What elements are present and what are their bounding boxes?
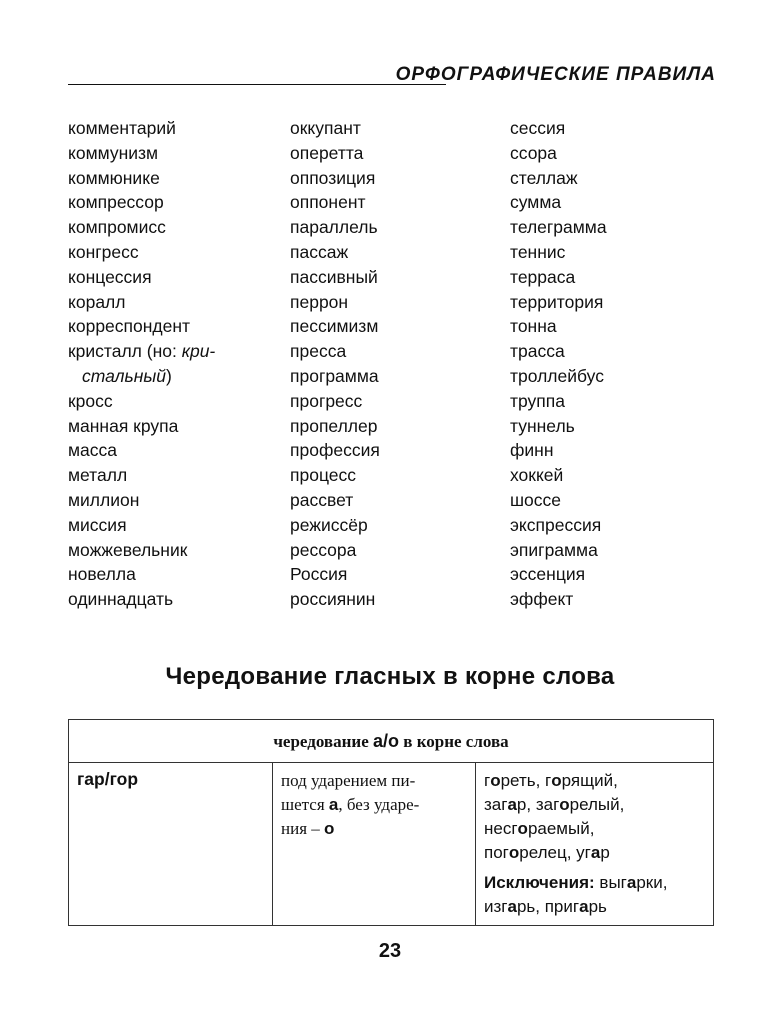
word-text: кристалл (но: [68, 341, 182, 362]
example-letter: а [507, 897, 517, 916]
example-text: рь [588, 897, 607, 916]
rule-table-header [69, 720, 714, 763]
word-item: шоссе [510, 489, 562, 510]
rule-table-row [69, 763, 714, 926]
word-item: компрессор [68, 192, 164, 213]
example-text: г [484, 771, 491, 790]
example-text: реть, г [500, 771, 552, 790]
word-item: труппа [510, 390, 565, 411]
word-item: миллион [68, 489, 140, 510]
section-title: Чередование гласных в корне слова [165, 663, 615, 690]
word-item: пассаж [290, 241, 349, 262]
example-line [484, 817, 705, 841]
word-item: россиянин [290, 589, 376, 610]
example-text: заг [484, 795, 508, 814]
rule-table-header-row [69, 720, 714, 763]
word-item: хоккей [510, 465, 564, 486]
header-letters: а/о [373, 730, 400, 751]
word-item: эффект [510, 589, 574, 610]
word-item: параллель [290, 217, 378, 238]
word-item: оппозиция [290, 167, 376, 188]
word-item: Россия [290, 564, 348, 585]
example-letter: а [590, 843, 601, 862]
word-item: терраса [510, 266, 576, 287]
word-item: эссенция [510, 564, 586, 585]
word-item: коммюнике [68, 167, 160, 188]
word-column-3 [510, 116, 607, 612]
word-item: тонна [510, 316, 557, 337]
word-item: конгресс [68, 241, 139, 262]
example-letter: о [517, 819, 528, 838]
word-item-kristall [68, 339, 215, 364]
word-column-1 [68, 116, 215, 612]
word-item: перрон [290, 291, 349, 312]
example-line [484, 841, 705, 865]
word-item: ссора [510, 142, 557, 163]
word-item: эпиграмма [510, 539, 598, 560]
word-item: пассивный [290, 266, 378, 287]
word-item: прогресс [290, 390, 363, 411]
word-item: оперетта [290, 142, 364, 163]
word-item: оккупант [290, 118, 361, 138]
header-title: ОРФОГРАФИЧЕСКИЕ ПРАВИЛА [395, 64, 716, 85]
word-item: компромисс [68, 217, 166, 238]
example-text: рящий, [561, 771, 618, 790]
example-line [484, 769, 705, 793]
word-item: миссия [68, 514, 127, 535]
word-column-2 [290, 116, 380, 612]
example-text: релый, [569, 795, 625, 814]
rule-letter: о [324, 819, 335, 838]
examples-cell [476, 763, 714, 926]
word-item: туннель [510, 415, 575, 436]
exceptions-line [484, 895, 705, 919]
word-item: корреспондент [68, 316, 191, 337]
rule-cell [273, 763, 476, 926]
word-italic: стальный [82, 365, 166, 386]
word-list [68, 116, 728, 616]
example-text: рь, приг [516, 897, 580, 916]
example-text: р, заг [516, 795, 560, 814]
page-number: 23 [378, 940, 402, 962]
word-item: процесс [290, 465, 357, 486]
word-item: пропеллер [290, 415, 378, 436]
example-letter: а [507, 795, 517, 814]
example-letter: о [508, 843, 520, 862]
example-letter: о [490, 771, 501, 790]
word-item: комментарий [68, 118, 176, 138]
word-item: одиннадцать [68, 589, 174, 610]
word-item: профессия [290, 440, 380, 461]
word-item: коммунизм [68, 142, 159, 163]
example-text: изг [484, 897, 508, 916]
example-text: выг [594, 873, 627, 892]
rule-text: , без ударе- [338, 795, 420, 814]
word-italic: кри- [181, 341, 216, 362]
word-item: новелла [68, 564, 136, 585]
word-item: сессия [510, 118, 566, 138]
word-item: трасса [510, 341, 565, 362]
rule-text: под ударением пи- [281, 771, 416, 790]
page-header [68, 58, 716, 94]
word-item: масса [68, 440, 117, 461]
example-text: релец, уг [519, 843, 591, 862]
rule-table [68, 719, 714, 926]
rule-letter: а [328, 795, 339, 814]
word-item: кросс [68, 390, 113, 411]
word-item: теннис [510, 241, 566, 262]
example-text: р [600, 843, 610, 862]
exceptions-line [484, 871, 705, 895]
header-text: чередование [273, 731, 373, 751]
word-item: коралл [68, 291, 126, 312]
word-item-continuation [68, 364, 215, 389]
word-item: пессимизм [290, 316, 379, 337]
word-item: экспрессия [510, 514, 602, 535]
root-cell: гар/гор [69, 763, 273, 926]
exceptions-label: Исключения: [484, 873, 595, 892]
example-letter: о [559, 795, 570, 814]
word-item: манная крупа [68, 415, 179, 436]
word-item: пресса [290, 341, 347, 362]
word-item: металл [68, 465, 128, 486]
header-rule [68, 84, 446, 85]
word-item: финн [510, 440, 554, 461]
example-letter: а [626, 873, 637, 892]
example-text: несг [484, 819, 518, 838]
example-text: рки, [636, 873, 668, 892]
word-item: можжевельник [68, 539, 188, 560]
rule-text: ния – [281, 819, 325, 838]
word-item: рессора [290, 539, 357, 560]
word-item: троллейбус [510, 365, 604, 386]
word-item: оппонент [290, 192, 366, 213]
word-item: режиссёр [290, 514, 368, 535]
example-text: пог [484, 843, 509, 862]
rule-text: шется [281, 795, 329, 814]
example-text: раемый, [527, 819, 595, 838]
example-line [484, 793, 705, 817]
word-item: сумма [510, 192, 562, 213]
word-text: ) [165, 365, 172, 386]
word-item: территория [510, 291, 604, 312]
example-letter: о [551, 771, 562, 790]
header-text: в корне слова [399, 731, 509, 751]
word-item: телеграмма [510, 217, 607, 238]
word-item: стеллаж [510, 167, 578, 188]
example-letter: а [579, 897, 589, 916]
word-item: программа [290, 365, 379, 386]
word-item: рассвет [290, 489, 354, 510]
word-item: концессия [68, 266, 152, 287]
